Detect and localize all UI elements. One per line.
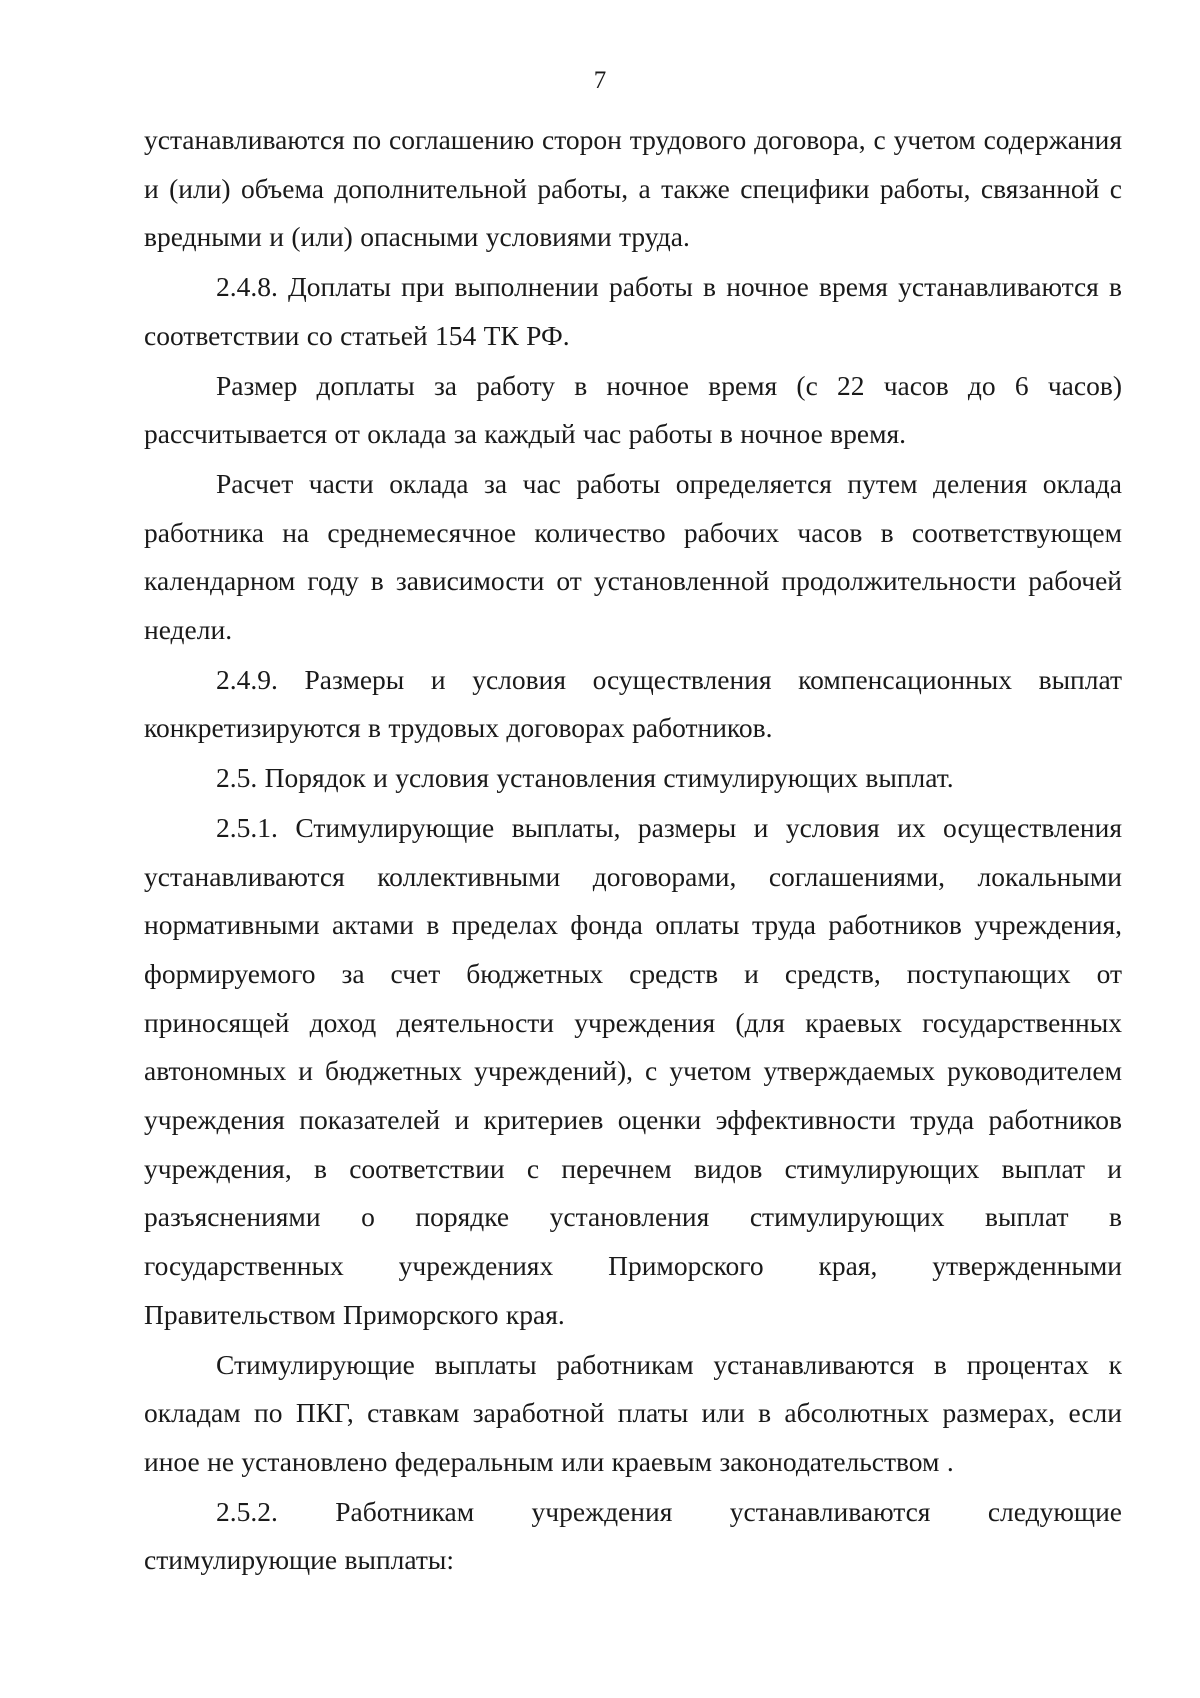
paragraph-2-4-8: 2.4.8. Доплаты при выполнении работы в ночное время устанавливаются в соответствии со статьей 154 ТК РФ. bbox=[144, 271, 1122, 351]
paragraph-continuation: устанавливаются по соглашению сторон трудового договора, с учетом содержания и (или) объема дополнительной работы, а также специфики работы, связанной с вредными и (или) опасными условиями труда. bbox=[144, 124, 1122, 253]
paragraph-2-5-1: 2.5.1. Стимулирующие выплаты, размеры и условия их осуществления устанавливаются коллективными договорами, соглашениями, локальными нормативными актами в пределах фонда оплаты труда работников учреждения, формируемого за счет бюджетных средств и средств, поступающих от приносящей доход деятельности учреждения (для краевых государственных автономных и бюджетных учреждений), с учетом утверждаемых руководителем учреждения показателей и критериев оценки эффективности труда работников учреждения, в соответствии с перечнем видов стимулирующих выплат и разъяснениями о порядке установления стимулирующих выплат в государственных учреждениях Приморского края, утвержденными Правительством Приморского края. bbox=[144, 811, 1122, 1330]
document-body bbox=[144, 116, 1122, 1586]
paragraph-night-rate: Размер доплаты за работу в ночное время (с 22 часов до 6 часов) рассчитывается от оклада за каждый час работы в ночное время. bbox=[144, 369, 1122, 450]
paragraph-incentive-percent: Стимулирующие выплаты работникам устанавливаются в процентах к окладам по ПКГ, ставкам заработной платы или в абсолютных размерах, если иное не установлено федеральным или краевым законодательством . bbox=[144, 1348, 1122, 1477]
paragraph-2-4-9: 2.4.9. Размеры и условия осуществления компенсационных выплат конкретизируются в трудовых договорах работников. bbox=[144, 663, 1122, 744]
paragraph-2-5-2: 2.5.2. Работникам учреждения устанавливаются следующие стимулирующие выплаты: bbox=[144, 1495, 1122, 1576]
paragraph-2-5: 2.5. Порядок и условия установления стимулирующих выплат. bbox=[216, 762, 954, 794]
paragraph-hourly-calculation: Расчет части оклада за час работы определяется путем деления оклада работника на среднемесячное количество рабочих часов в соответствующем календарном году в зависимости от установленной продолжительности рабочей недели. bbox=[144, 467, 1122, 646]
page-number: 7 bbox=[593, 67, 607, 94]
